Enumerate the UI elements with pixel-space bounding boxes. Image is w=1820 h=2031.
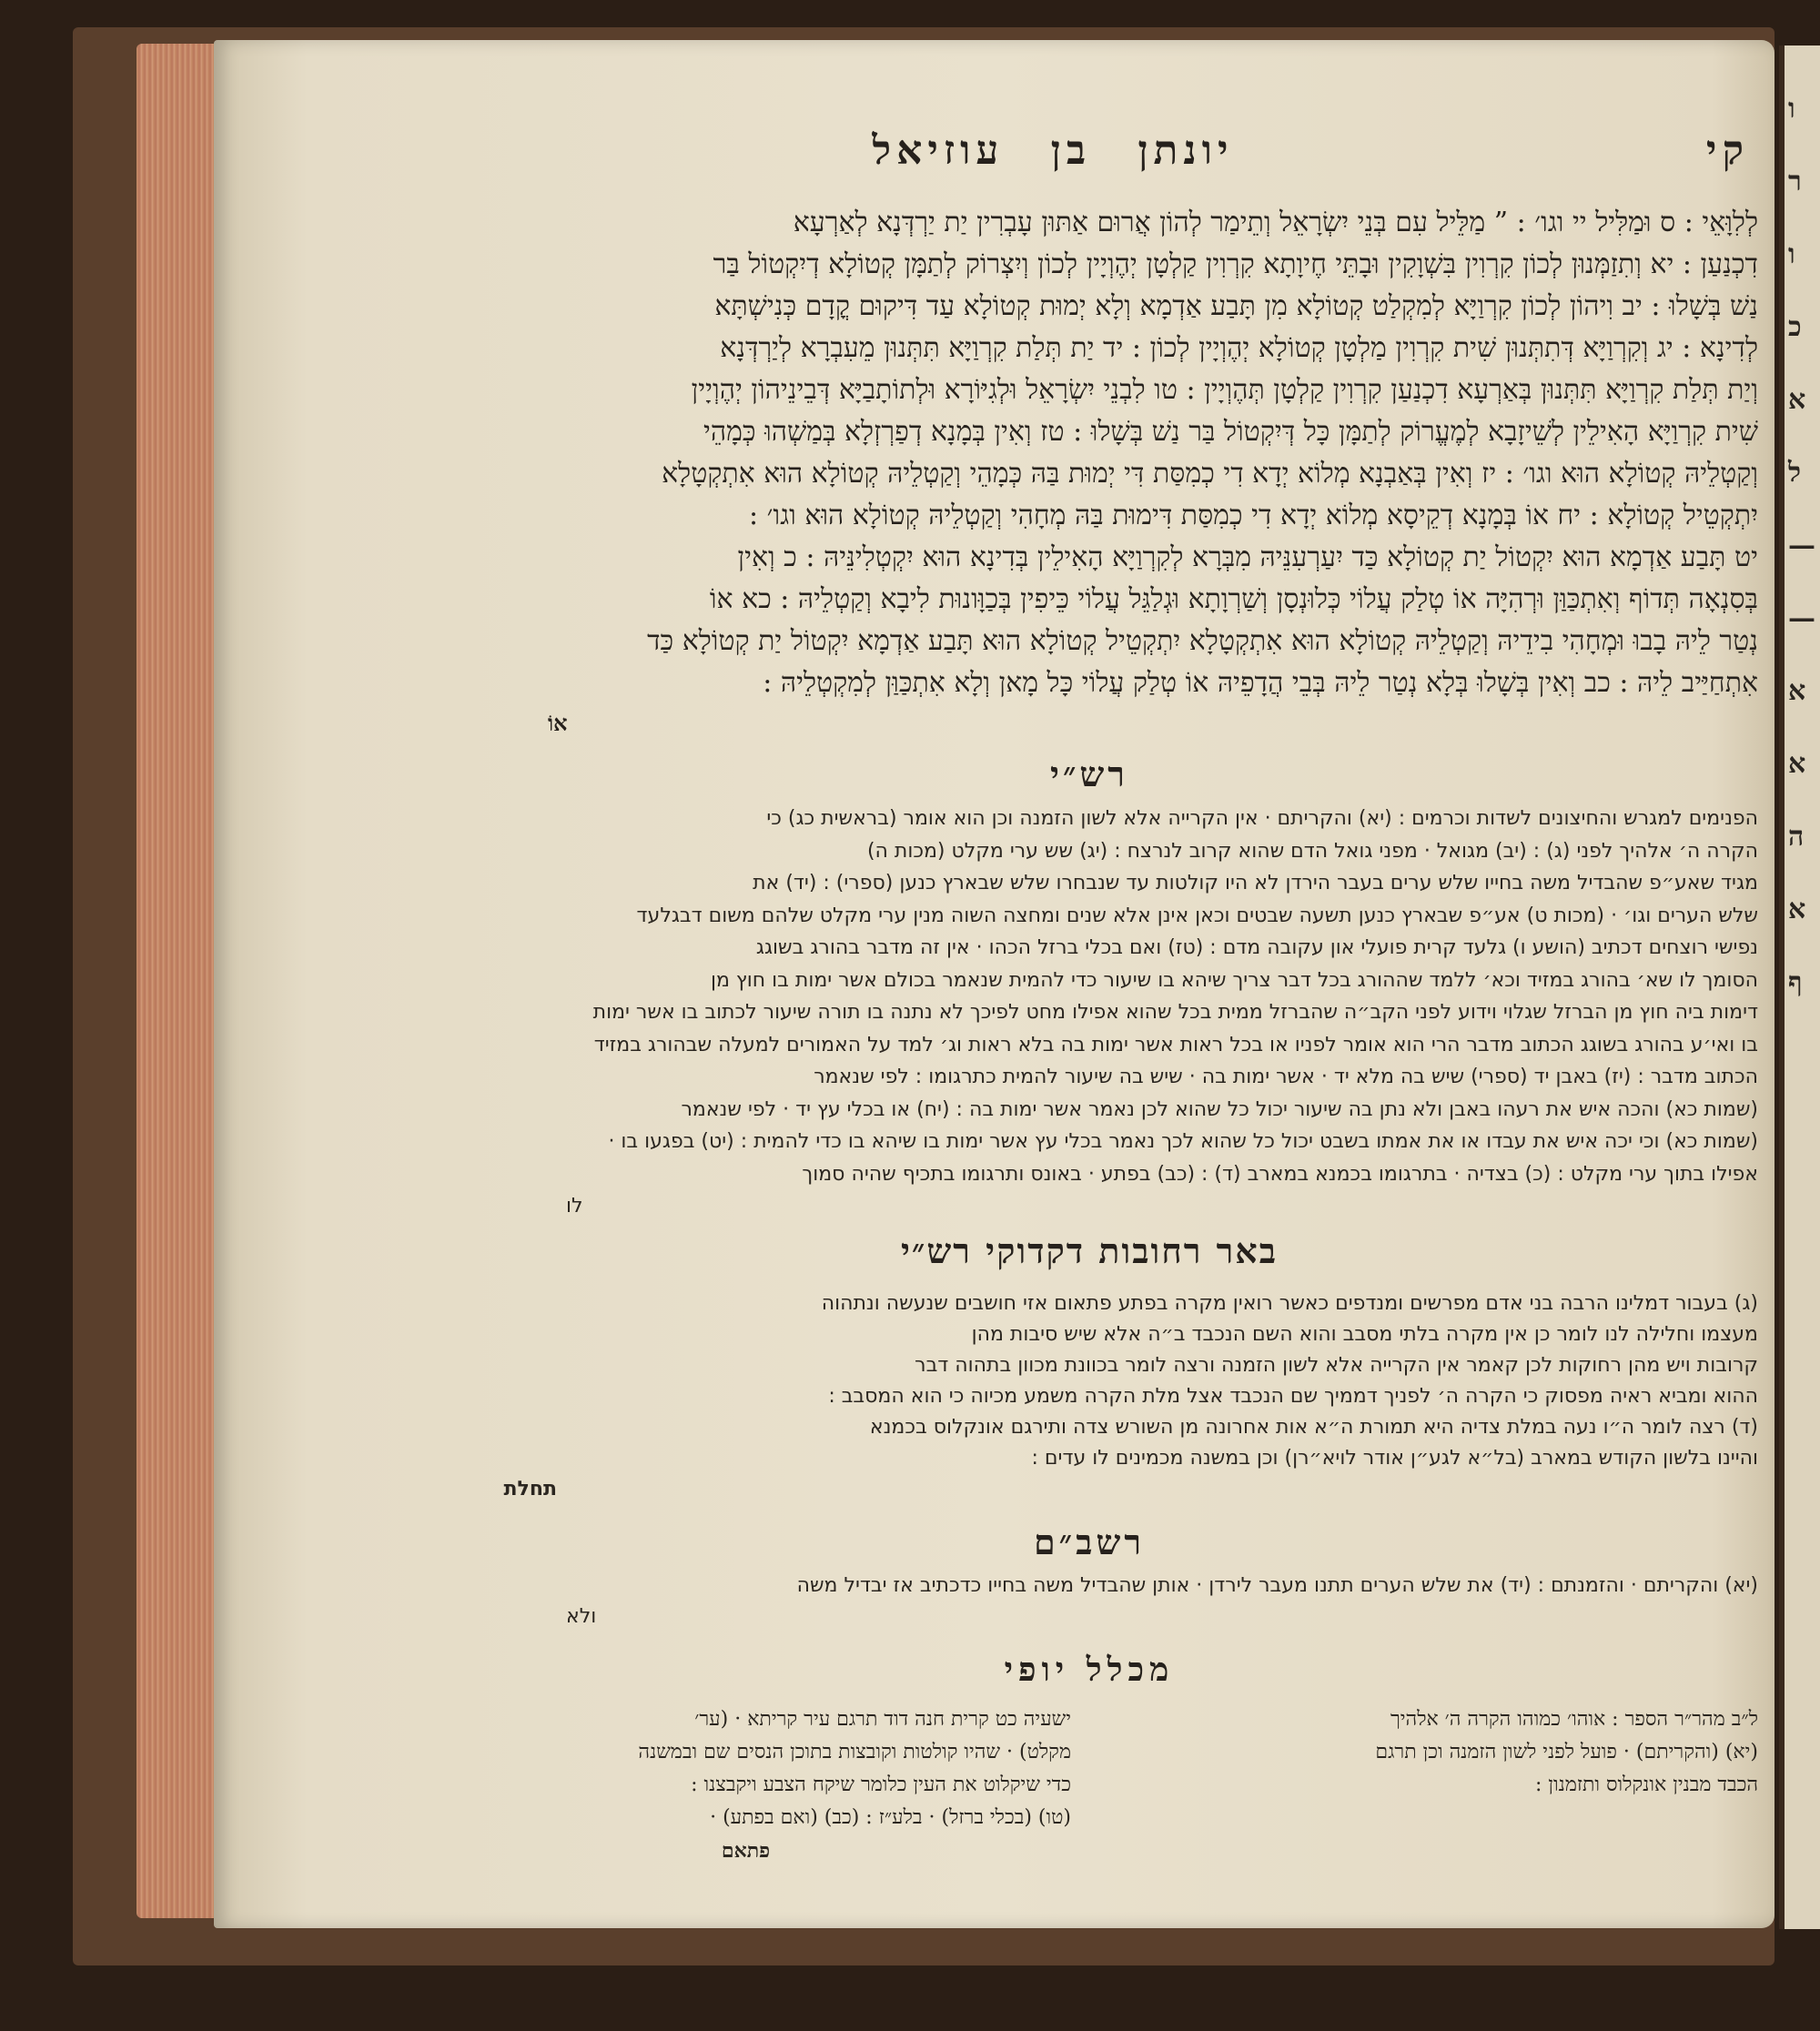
rashi-commentary bbox=[420, 803, 1758, 1223]
rashbam-commentary bbox=[420, 1571, 1758, 1632]
facing-glyph: ף bbox=[1788, 966, 1803, 998]
facing-page-edge bbox=[1779, 45, 1820, 1929]
mikhlal-line: (טו) (בכלי ברזל) · בלע״ז : (כב) (ואם בפתע) · bbox=[710, 1805, 1071, 1829]
rashi-line: שלש הערים וגו׳ · (מכות ט) אע״פ שבארץ כנען תשעה שבטים וכאן אינן אלא שנים ומחצה השוה מנין ערי מקלט שלהם משום דבגלעד bbox=[636, 904, 1758, 927]
mikhlal-line: (יא) (והקריתם) · פועל לפני לשון הזמנה וכן תרגם bbox=[1375, 1740, 1758, 1763]
beer-line: מעצמו וחלילה לנו לומר כן אין מקרה בלתי מסבב והוא השם הנכבד ב״ה אלא שיש סיבות מהן bbox=[971, 1322, 1758, 1346]
page-number: קי bbox=[1705, 127, 1749, 174]
mikhlal-left-column bbox=[420, 1703, 1071, 1867]
targum-line: יִתְקְטֵיל קְטוֹלָא : יח אוֹ בְּמָנָא דְקֵיסָא מְלוֹא יְדָא דִי כְמִסַּת דִּימוּת בַּהּ מְחָהִי וְקַטְלֵיהּ קְטוֹלָא הוּא וגו׳ : bbox=[748, 500, 1758, 531]
facing-glyph: — bbox=[1788, 602, 1815, 634]
targum-line: נְטַר לֵיהּ בָבוּ וּמְחָהִי בִידֵיהּ וְקַטְלֵיהּ קְטוֹלָא הוּא אִתְקְטָלָא יִתְקְטֵיל קְטוֹלָא הוּא תָּבַע אַדְמָא יִקְטוֹל יַת קְטוֹלָא כַּד bbox=[647, 625, 1758, 657]
beer-line: (ד) רצה לומר ה״ו נעה במלת צדיה היא תמורת ה״א אות אחרונה מן השורש צדה ותירגם אונקלוס בכמנא bbox=[869, 1415, 1758, 1439]
mikhlal-line: ל״ב מהר״ר הספר : אוהו׳ כמוהו הקרה ה׳ אלהיך bbox=[1390, 1707, 1758, 1731]
mikhlal-yofi-title: מכלל יופי bbox=[1004, 1650, 1175, 1689]
facing-glyph: ל bbox=[1788, 457, 1802, 489]
mikhlal-line: הכבד מבנין אונקלוס ותזמנון : bbox=[1535, 1773, 1758, 1796]
rashi-line: הסומך לו שא׳ בהורג במזיד וכא׳ ללמד שההורג בכל דבר צריך שיהא בו שיעור כדי להמית שנאמר בכולם אשר ימות בו חוץ מן bbox=[711, 968, 1758, 992]
beer-line: (ג) בעבור דמלינו הרבה בני אדם מפרשים ומנדפים כאשר רואין מקרה בפתע פתאום אזי חושבים שנעשה ונתהוה bbox=[821, 1291, 1758, 1315]
beer-line: ההוא ומביא ראיה מפסוק כי הקרה ה׳ לפניך דממיך שם הנכבד אצל מלת הקרה משמע מכיוה כי הוא המסבב : bbox=[828, 1384, 1758, 1408]
beer-catchword: תחלת bbox=[503, 1477, 557, 1501]
targum-text bbox=[420, 202, 1758, 704]
targum-line: וְקַטְלֵיהּ קְטוֹלָא הוּא וגו׳ : יז וְאִין בְּאַבְנָא מְלוֹא יְדָא דִי כְמִסַּת דִּי יְמוּת בַּהּ כְּמָהֵי וְקַטְלֵיהּ קְטוֹלָא הוּא אִתְקְטָלָא bbox=[662, 458, 1758, 490]
beer-line: קרובות ויש מהן רחוקות לכן קאמר אין הקרייה אלא לשון הזמנה ורצה לומר בכוונת מכוון בתהוה דבר bbox=[915, 1353, 1758, 1377]
targum-line: בְּסִנְאָה תְּדוֹף וְאִתְכַּוַּן וּרְהִיָּה אוֹ טְלַק עֲלוֹי כְּלוּנְסָן וְשַׁרְוָתָא וּגְלַגֵּל עֲלוֹי כֵּיפִין בְּכַוָּונוּת לִיבָא וְקַטְלֵיהּ : כא אוֹ bbox=[709, 583, 1758, 615]
facing-glyph: ו bbox=[1788, 93, 1795, 125]
mikhlal-catchword: פתאם bbox=[721, 1838, 771, 1863]
rashi-line: אפילו בתוך ערי מקלט : (כ) בצדיה · בתרגומו בכמנא במארב (ד) : (כב) בפתע · באונס ותרגומו בתכיף שהיה סמוך bbox=[802, 1162, 1758, 1186]
facing-glyph: — bbox=[1788, 530, 1815, 561]
targum-line: וְיַת תְּלַת קִרְוַיָּא תִּתְּנוּן בְּאַרְעָא דִכְנַעַן קִרְוִין קַלְטָן תְּהֶוְיָין : טו לִבְנֵי יִשְׂרָאֵל וּלְגִיּוֹרָא וּלְתוֹתָבַיָּא דְּבֵינֵיהוֹן יְהֶוְיָין bbox=[691, 374, 1758, 406]
mikhlal-yofi-text bbox=[420, 1703, 1758, 1867]
targum-line: לְלִוָּאֵי : ס וּמַלִּיל יי וגו׳ : ” מַלֵּיל עִם בְּנֵי יִשְׂרָאֵל וְתֵימַר לְהוֹן אֲרוּם אַתּוּן עָבְרִין יַת יַרְדְּנָא לְאַרְעָא bbox=[793, 207, 1758, 238]
rashi-line: הקרה ה׳ אלהיך לפני (ג) : (יב) מגואל · מפני גואל הדם שהוא קרוב לנרצח : (יג) שש ערי מקלט (מכות ה) bbox=[866, 839, 1758, 863]
running-title: יונתן בן עוזיאל bbox=[872, 127, 1234, 174]
facing-glyph: א bbox=[1788, 894, 1806, 925]
facing-glyph: כ bbox=[1788, 311, 1802, 343]
mikhlal-right-column bbox=[1107, 1703, 1758, 1867]
beer-rechovot-text bbox=[420, 1288, 1758, 1505]
rashbam-line: (יא) והקריתם · והזמנתם : (יד) את שלש הערים תתנו מעבר לירדן · אותן שהבדיל משה בחייו כדכתיב אז יבדיל משה bbox=[796, 1573, 1758, 1597]
targum-line: נַשׁ בְּשָׁלוּ : יב וִיהוֹן לְכוֹן קִרְוַיָּא לְמִקְלַט קְטוֹלָא מִן תָּבַע אַדְמָא וְלָא יְמוּת קְטוֹלָא עַד דִּיקוּם קֳדָם כְּנִישְׁתָּא bbox=[714, 290, 1758, 322]
beer-rechovot-title: באר רחובות דקדוקי רש״י bbox=[900, 1229, 1279, 1271]
mikhlal-line: ישעיה כט קרית חנה דוד תרגם עיר קריתא · (ער׳ bbox=[694, 1707, 1071, 1731]
rashi-line: נפישי רוצחים דכתיב (הושע ו) גלעד קרית פועלי און עקובה מדם : (טז) ואם בכלי ברזל הכהו · אין זה מדבר בהורג בשוגג bbox=[755, 936, 1758, 959]
facing-glyph: ו bbox=[1788, 238, 1795, 270]
facing-glyph: א bbox=[1788, 675, 1806, 707]
facing-glyph: א bbox=[1788, 384, 1806, 416]
rashi-line: מגיד שאע״פ שהבדיל משה בחייו שלש ערים בעבר הירדן לא היו קולטות עד שנבחרו שלש שבארץ כנען (ספרי) : (יד) את bbox=[753, 872, 1758, 894]
rashbam-title: רשב״ם bbox=[1033, 1521, 1146, 1562]
targum-line: אִתְחַיַּיב לֵיהּ : כב וְאִין בְּשָׁלוּ בְּלָא נְטַר לֵיהּ בְּבֵי הֲדָפֵיהּ אוֹ טְלַק עֲלוֹי כָּל מָאן וְלָא אִתְכַּוַּן לְמִקְטְלֵיהּ : bbox=[763, 667, 1758, 699]
page-content bbox=[420, 127, 1758, 1867]
targum-line: יט תָּבַע אַדְמָא הוּא יִקְטוֹל יַת קְטוֹלָא כַּד יִעַרְעִנֵּיהּ מִבְּרָא לְקִרְוַיָּא הָאִילֵין בְּדִינָא הוּא יִקְטְלִינֵּיהּ : כ וְאִין bbox=[737, 541, 1758, 573]
facing-glyph: א bbox=[1788, 748, 1806, 780]
rashi-line: הכתוב מדבר : (יז) באבן יד (ספרי) שיש בה מלא יד · אשר ימות בה · שיש בה שיעור להמית כתרגומו : לפי שנאמר bbox=[814, 1066, 1758, 1088]
facing-glyph: ר bbox=[1788, 166, 1802, 197]
beer-line: והיינו בלשון הקודש במארב (בל״א לגע״ן אודר לויא״רן) וכן במשנה מכמינים לו עדים : bbox=[1031, 1446, 1758, 1470]
rashi-line: הפנימים למגרש והחיצונים לשדות וכרמים : (יא) והקריתם · אין הקרייה אלא לשון הזמנה וכן הוא אומר (בראשית כג) כי bbox=[766, 807, 1758, 830]
targum-line: דִכְנַעַן : יא וְתִזַמְּנוּן לְכוֹן קִרְוִין בִּשְׁוָקִין וּבָתֵּי חֶיוָתָא קִרְוִין קַלְטָן יְהֶוְיָין לְכוֹן וְיִצְרוֹק לְתַמָּן קְטוֹלָא דְיִקְטוֹל בַּר bbox=[713, 248, 1758, 280]
targum-catchword: אוֹ bbox=[548, 710, 568, 736]
rashi-line: בו ואי׳ע בהורג בשוגג הכתוב מדבר הרי הוא אומר לפניו או בכל ראות אשר ימות בה בלא ראות וג׳ למד על האמורים למעלה שבהורג במזיד bbox=[593, 1033, 1758, 1056]
rashbam-catchword: ולא bbox=[566, 1604, 597, 1628]
rashi-title: רש״י bbox=[1050, 753, 1128, 794]
rashi-line: (שמות כא) והכה איש את רעהו באבן ולא נתן בה שיעור יכול כל שהוא לכן נאמר אשר ימות בה : (יח) או בכלי עץ יד · לפי שנאמר bbox=[681, 1097, 1758, 1121]
mikhlal-line: מקלט) · שהיו קולטות וקובצות בתוכן הנסים שם ובמשנה bbox=[638, 1740, 1071, 1763]
rashi-line: (שמות כא) וכי יכה איש את עבדו או את אמתו בשבט יכול כל שהוא לכך נאמר בכלי עץ אשר ימות בו שיהא בו כדי להמית : (יט) בפגעו בו · bbox=[608, 1130, 1758, 1153]
facing-glyph: ה bbox=[1788, 821, 1805, 853]
running-header bbox=[420, 127, 1758, 191]
mikhlal-line: כדי שיקלוט את העין כלומר שיקח הצבע ויקבצנו : bbox=[691, 1773, 1071, 1796]
rashi-catchword: לו bbox=[566, 1195, 583, 1218]
targum-line: שִׁית קִרְוַיָּא הָאִילֵין לְשֵׁיזָבָא לְמֶעֱרוֹק לְתַמָּן כָּל דְּיִקְטוֹל בַּר נַשׁ בְּשָׁלוּ : טז וְאִין בְּמָנָא דְפַרְזְלָא בְּמַשְׁהוּ כְּמָהֵי bbox=[703, 416, 1758, 448]
targum-line: לְדִינָא : יג וְקִרְוַיָּא דְּתִתְּנוּן שִׁית קִרְוִין מַלְטָן קְטוֹלָא יְהֶוְיָין לְכוֹן : יד יַת תְּלַת קִרְוַיָּא תִּתְּנוּן מֵעִבְרָא לְיַרְדְּנָא bbox=[720, 332, 1758, 364]
rashi-line: דימות ביה חוץ מן הברזל שגלוי וידוע לפני הקב״ה שהברזל ממית בכל שהוא אפילו מחט לפיכך לא נתנה בו תורה שיעור לכתוב בו אשר ימות bbox=[592, 1001, 1758, 1024]
